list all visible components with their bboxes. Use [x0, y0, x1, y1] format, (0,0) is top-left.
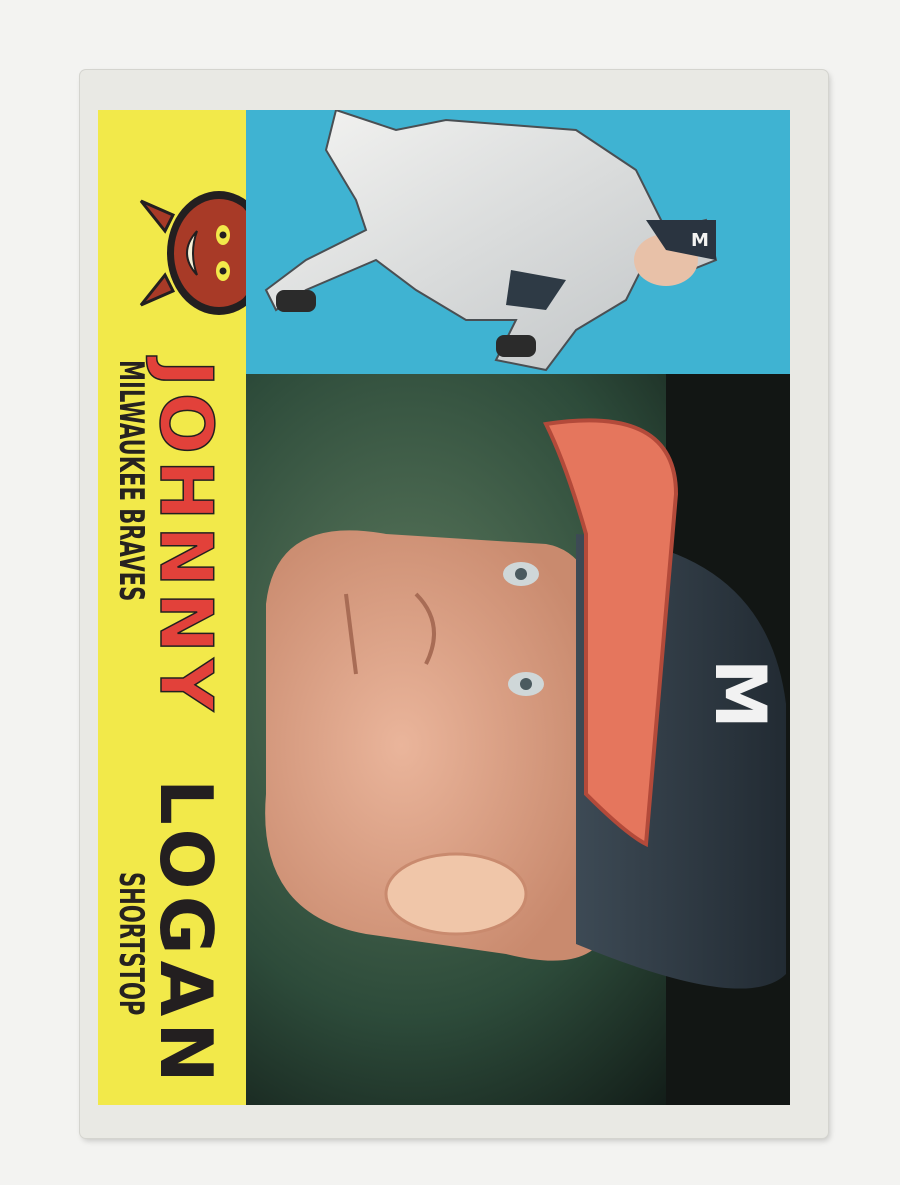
player-first-name: JOHNNY	[144, 360, 228, 717]
player-position: SHORTSTOP	[111, 872, 151, 1016]
player-name	[144, 360, 228, 1089]
portrait-photo	[246, 374, 790, 1105]
player-last-name: LOGAN	[144, 779, 228, 1089]
action-player-figure	[246, 110, 790, 374]
team-name: MILWAUKEE BRAVES	[111, 360, 151, 602]
action-photo-panel	[246, 110, 790, 374]
cap-logo-large: M	[699, 659, 781, 729]
cap-logo-small: M	[691, 230, 709, 251]
